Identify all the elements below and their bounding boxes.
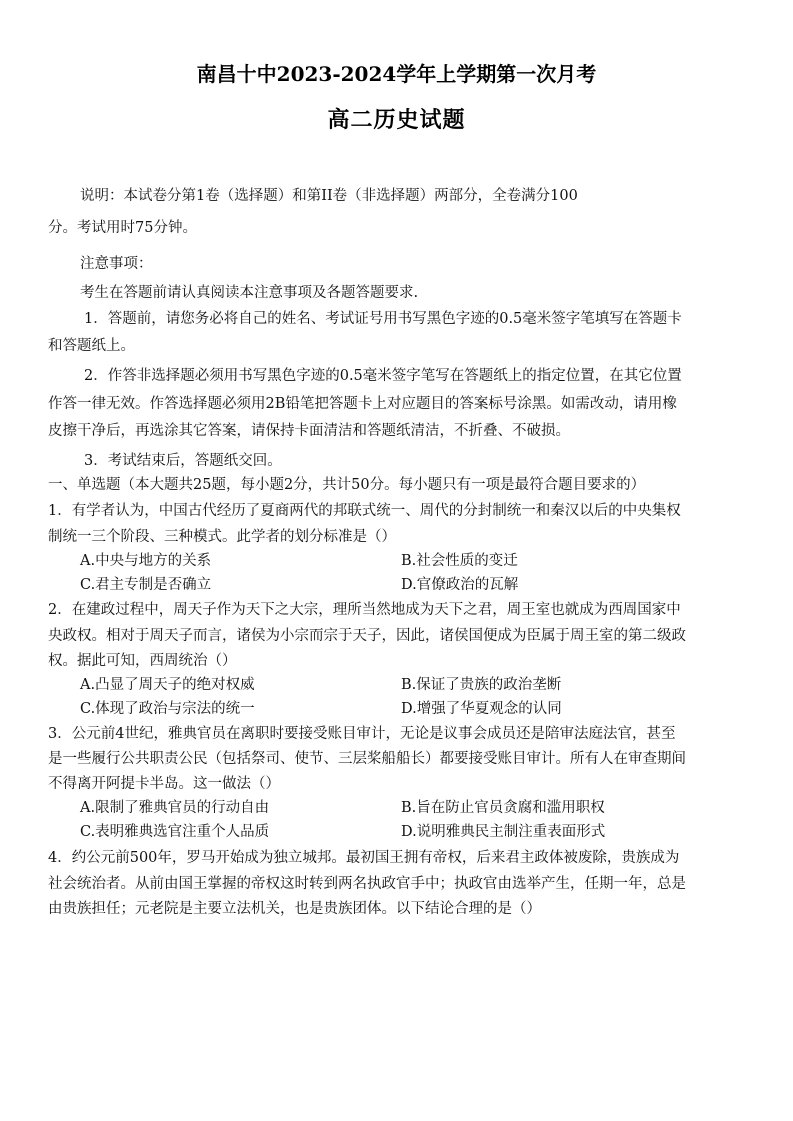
notice-item: 作答一律无效。作答选择题必须用2B铅笔把答题卡上对应题目的答案标号涂黑。如需改动，请用橡 bbox=[48, 396, 677, 412]
notice-heading: 注意事项： bbox=[80, 256, 153, 272]
intro-line: 分。考试用时75分钟。 bbox=[48, 220, 197, 236]
notice-item: 和答题纸上。 bbox=[48, 338, 135, 354]
option-a: A.凸显了周天子的绝对权威 bbox=[80, 677, 255, 693]
option-a: A.限制了雅典官员的行动自由 bbox=[80, 800, 270, 816]
option-d: D.增强了华夏观念的认同 bbox=[401, 701, 562, 717]
intro-line: 说明：本试卷分第1卷（选择题）和第II卷（非选择题）两部分，全卷满分100 bbox=[80, 188, 578, 204]
question-line: 2．在建政过程中，周天子作为天下之大宗，理所当然地成为天下之君，周王室也就成为西周国家中 bbox=[48, 602, 681, 618]
question-line: 制统一三个阶段、三种模式。此学者的划分标准是（） bbox=[48, 529, 396, 545]
exam-title: 南昌十中2023-2024学年上学期第一次月考 bbox=[196, 62, 597, 86]
question-line: 权。据此可知，西周统治（） bbox=[48, 653, 237, 669]
option-d: D.官僚政治的瓦解 bbox=[401, 577, 519, 593]
notice-item: 1．答题前，请您务必将自己的姓名、考试证号用书写黑色字迹的0.5毫米签字笔填写在答题卡 bbox=[84, 311, 682, 327]
option-c: C.表明雅典选官注重个人品质 bbox=[80, 824, 270, 840]
notice-item: 皮擦干净后，再选涂其它答案，请保持卡面清洁和答题纸清洁，不折叠、不破损。 bbox=[48, 423, 570, 439]
option-c: C.君主专制是否确立 bbox=[80, 577, 212, 593]
notice-item: 2．作答非选择题必须用书写黑色字迹的0.5毫米签字笔写在答题纸上的指定位置，在其它位置 bbox=[84, 368, 682, 384]
question-line: 央政权。相对于周天子而言，诸侯为小宗而宗于天子，因此，诸侯国便成为臣属于周王室的第二级政 bbox=[48, 628, 686, 644]
option-d: D.说明雅典民主制注重表面形式 bbox=[401, 824, 606, 840]
option-b: B.旨在防止官员贪腐和滥用职权 bbox=[401, 800, 605, 816]
question-line: 3．公元前4世纪，雅典官员在离职时要接受账目审计，无论是议事会成员还是陪审法庭法官，甚至 bbox=[48, 726, 676, 742]
option-b: B.保证了贵族的政治垄断 bbox=[401, 677, 562, 693]
option-b: B.社会性质的变迁 bbox=[401, 553, 518, 569]
question-line: 4．约公元前500年，罗马开始成为独立城邦。最初国王拥有帝权，后来君主政体被废除，贵族成为 bbox=[48, 850, 680, 866]
option-a: A.中央与地方的关系 bbox=[80, 553, 212, 569]
question-line: 由贵族担任；元老院是主要立法机关，也是贵族团体。以下结论合理的是（） bbox=[48, 901, 541, 917]
question-line: 不得离开阿提卡半岛。这一做法（） bbox=[48, 776, 280, 792]
option-c: C.体现了政治与宗法的统一 bbox=[80, 701, 255, 717]
question-line: 是一些履行公共职责公民（包括祭司、使节、三层桨船船长）都要接受账目审计。所有人在审查期间 bbox=[48, 751, 686, 767]
question-line: 社会统治者。从前由国王掌握的帝权这时转到两名执政官手中；执政官由选举产生，任期一年，总是 bbox=[48, 876, 686, 892]
section-heading: 一、单选题（本大题共25题，每小题2分，共计50分。每小题只有一项是最符合题目要求的） bbox=[48, 477, 646, 493]
question-line: 1．有学者认为，中国古代经历了夏商两代的邦联式统一、周代的分封制统一和秦汉以后的中央集权 bbox=[48, 503, 681, 519]
exam-subtitle: 高二历史试题 bbox=[327, 107, 466, 133]
notice-item: 3．考试结束后，答题纸交回。 bbox=[84, 453, 282, 469]
notice-line: 考生在答题前请认真阅读本注意事项及各题答题要求. bbox=[80, 285, 419, 301]
